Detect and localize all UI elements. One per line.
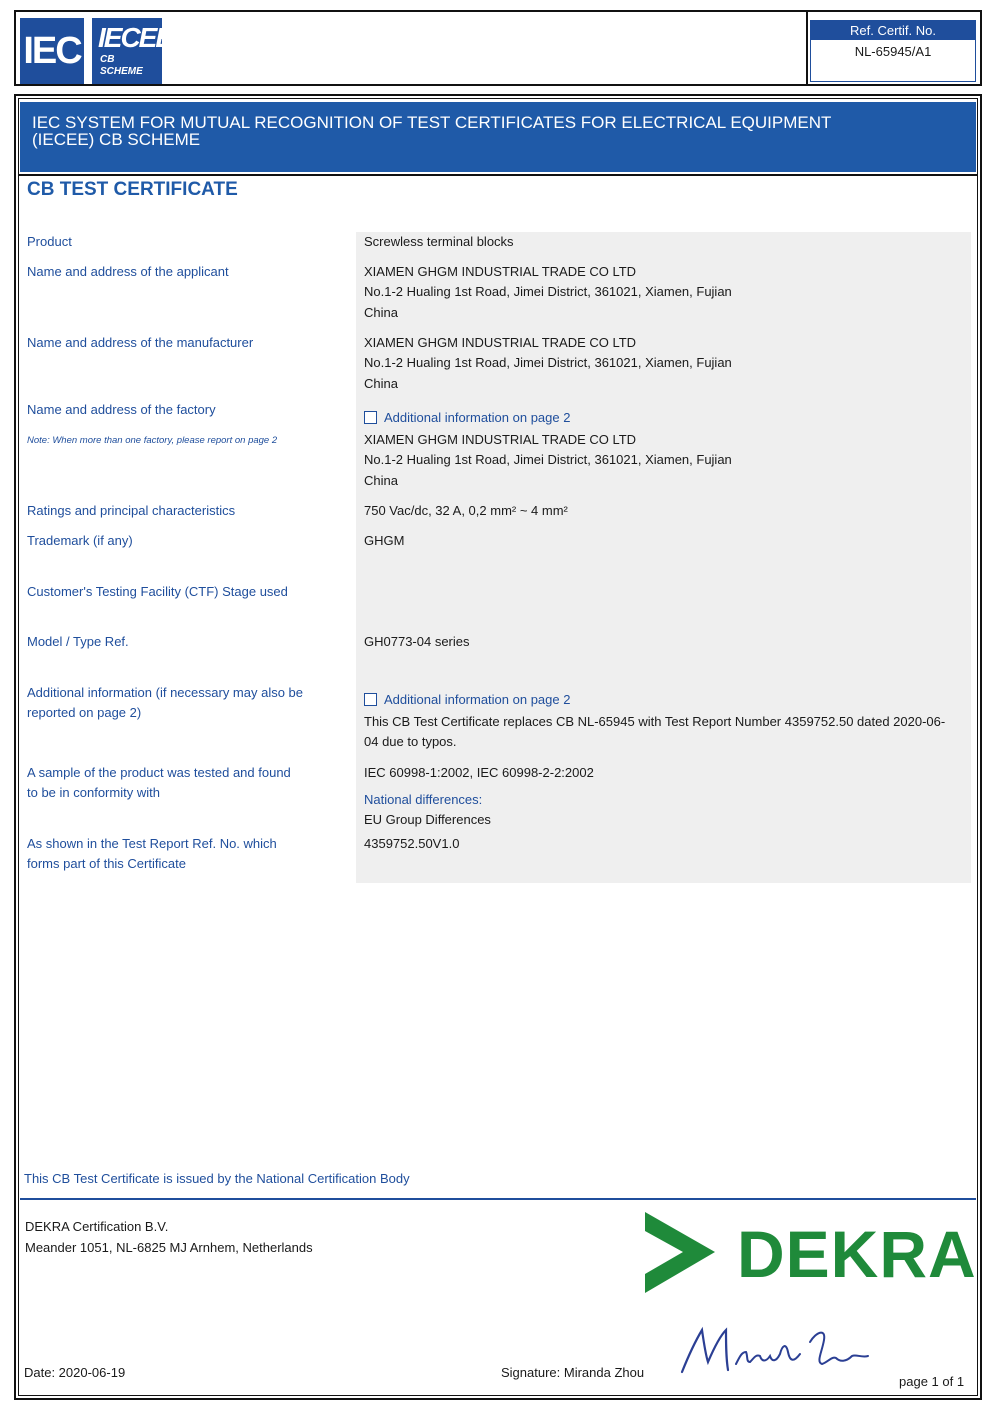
national-differences-label: National differences: xyxy=(364,792,483,807)
label-product: Product xyxy=(27,234,72,249)
label-ratings: Ratings and principal characteristics xyxy=(27,503,236,518)
label-sample-line-2: to be in conformity with xyxy=(27,785,160,800)
value-national-differences: EU Group Differences xyxy=(364,812,491,827)
value-manufacturer xyxy=(364,333,732,394)
value-factory-line: XIAMEN GHGM INDUSTRIAL TRADE CO LTD xyxy=(364,432,637,447)
footer-divider xyxy=(20,1198,976,1200)
label-manufacturer: Name and address of the manufacturer xyxy=(27,335,254,350)
value-manufacturer-line: China xyxy=(364,375,398,391)
cb-logo-text: CB xyxy=(100,54,115,65)
value-applicant xyxy=(364,262,732,323)
value-applicant-line: China xyxy=(364,304,398,320)
dekra-logo-text: DEKRA xyxy=(737,1217,977,1291)
factory-additional-checkbox[interactable] xyxy=(364,411,377,424)
page-number: page 1 of 1 xyxy=(899,1374,965,1389)
label-ctf: Customer's Testing Facility (CTF) Stage used xyxy=(27,584,288,599)
additional-info-option xyxy=(364,692,570,707)
value-factory-line: China xyxy=(364,472,398,488)
label-applicant: Name and address of the applicant xyxy=(27,264,229,279)
scheme-logo-text: SCHEME xyxy=(100,66,143,77)
label-sample-line-1: A sample of the product was tested and found xyxy=(27,765,291,780)
value-additional-line: 04 due to typos. xyxy=(364,734,457,750)
value-ratings: 750 Vac/dc, 32 A, 0,2 mm² ~ 4 mm² xyxy=(364,503,568,518)
label-additional-line-1: Additional information (if necessary may also be xyxy=(27,685,304,700)
label-model: Model / Type Ref. xyxy=(27,634,129,649)
handwritten-signature xyxy=(676,1322,876,1377)
label-additional xyxy=(27,683,303,723)
ref-certificate-label: Ref. Certif. No. xyxy=(810,21,976,40)
certification-body-name: DEKRA Certification B.V. xyxy=(25,1219,169,1234)
label-factory: Name and address of the factory xyxy=(27,402,216,417)
factory-additional-info xyxy=(364,410,570,425)
value-factory xyxy=(364,430,732,491)
value-manufacturer-line: No.1-2 Hualing 1st Road, Jimei District, 361021, Xiamen, Fujian xyxy=(364,355,732,371)
label-trademark: Trademark (if any) xyxy=(27,533,133,548)
value-report-number: 4359752.50V1.0 xyxy=(364,836,460,851)
signature-label: Signature: Miranda Zhou xyxy=(501,1365,645,1380)
banner-line-1: IEC SYSTEM FOR MUTUAL RECOGNITION OF TEST CERTIFICATES FOR ELECTRICAL EQUIPMENT xyxy=(32,113,832,132)
factory-additional-label: Additional information on page 2 xyxy=(384,410,571,425)
header-divider xyxy=(806,10,808,86)
additional-info-label: Additional information on page 2 xyxy=(384,692,571,707)
banner-divider xyxy=(18,174,978,176)
value-manufacturer-line: XIAMEN GHGM INDUSTRIAL TRADE CO LTD xyxy=(364,335,637,350)
value-additional-line: This CB Test Certificate replaces CB NL-65945 with Test Report Number 4359752.50 dated 2020-06- xyxy=(364,714,946,729)
scheme-banner xyxy=(20,102,976,172)
iec-logo: IEC xyxy=(20,18,84,84)
label-report-line-1: As shown in the Test Report Ref. No. which xyxy=(27,836,277,851)
issued-by-statement: This CB Test Certificate is issued by the National Certification Body xyxy=(24,1171,410,1186)
ref-certificate-number: NL-65945/A1 xyxy=(854,44,932,59)
label-factory-note: Note: When more than one factory, please report on page 2 xyxy=(27,435,278,446)
certification-body-address: Meander 1051, NL-6825 MJ Arnhem, Netherlands xyxy=(25,1240,313,1255)
values-panel xyxy=(356,232,971,883)
value-trademark: GHGM xyxy=(364,533,405,548)
value-applicant-line: No.1-2 Hualing 1st Road, Jimei District, 361021, Xiamen, Fujian xyxy=(364,284,732,300)
value-applicant-line: XIAMEN GHGM INDUSTRIAL TRADE CO LTD xyxy=(364,264,637,279)
iecee-cb-scheme-logo xyxy=(92,18,173,84)
label-sample xyxy=(27,763,291,803)
certificate-title: CB TEST CERTIFICATE xyxy=(27,179,238,200)
issue-date: Date: 2020-06-19 xyxy=(24,1365,126,1380)
label-report xyxy=(27,834,277,874)
value-product: Screwless terminal blocks xyxy=(364,234,514,249)
additional-info-checkbox[interactable] xyxy=(364,693,377,706)
value-model: GH0773-04 series xyxy=(364,634,470,649)
value-factory-line: No.1-2 Hualing 1st Road, Jimei District, 361021, Xiamen, Fujian xyxy=(364,452,732,468)
banner-line-2: (IECEE) CB SCHEME xyxy=(32,130,201,149)
iecee-logo-text: IECEE xyxy=(98,22,173,53)
value-standards: IEC 60998-1:2002, IEC 60998-2-2:2002 xyxy=(364,765,594,780)
label-additional-line-2: reported on page 2) xyxy=(27,705,142,720)
value-additional xyxy=(364,712,945,753)
label-report-line-2: forms part of this Certificate xyxy=(27,856,186,871)
